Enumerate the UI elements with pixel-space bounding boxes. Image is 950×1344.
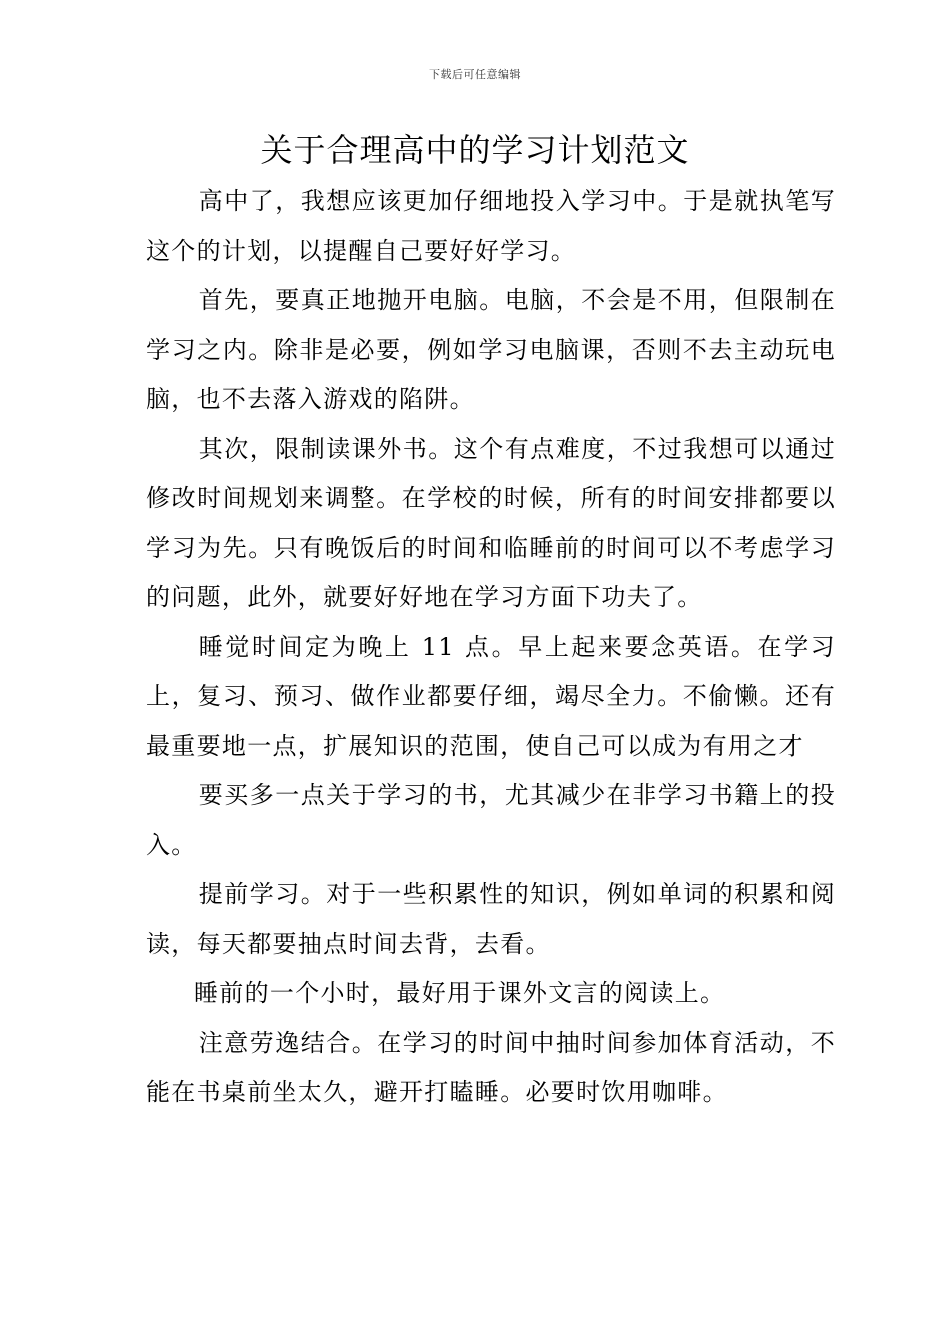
paragraph-balance: 注意劳逸结合。在学习的时间中抽时间参加体育活动，不能在书桌前坐太久，避开打瞌睡。必要时饮用咖啡。 xyxy=(146,1028,836,1106)
paragraph-books: 要买多一点关于学习的书，尤其减少在非学习书籍上的投入。 xyxy=(146,781,836,859)
paragraph-sleep: 睡觉时间定为晚上 11 点。早上起来要念英语。在学习上，复习、预习、做作业都要仔细，竭尽全力。不偷懒。还有最重要地一点，扩展知识的范围，使自己可以成为有用之才 xyxy=(146,632,836,760)
header-note: 下载后可任意编辑 xyxy=(429,68,521,81)
document-title: 关于合理高中的学习计划范文 xyxy=(260,131,690,169)
paragraph-bedtime: 睡前的一个小时，最好用于课外文言的阅读上。 xyxy=(194,979,726,1007)
paragraph-advance: 提前学习。对于一些积累性的知识，例如单词的积累和阅读，每天都要抽点时间去背，去看。 xyxy=(146,880,836,958)
paragraph-intro: 高中了，我想应该更加仔细地投入学习中。于是就执笔写这个的计划，以提醒自己要好好学习。 xyxy=(146,187,836,265)
paragraph-computer: 首先，要真正地抛开电脑。电脑，不会是不用，但限制在学习之内。除非是必要，例如学习电脑课，否则不去主动玩电脑，也不去落入游戏的陷阱。 xyxy=(146,286,836,413)
paragraph-reading: 其次，限制读课外书。这个有点难度，不过我想可以通过修改时间规划来调整。在学校的时候，所有的时间安排都要以学习为先。只有晚饭后的时间和临睡前的时间可以不考虑学习的问题，此外，就要好好地在学习方面下功夫了。 xyxy=(146,434,836,611)
document-body xyxy=(146,177,836,1118)
